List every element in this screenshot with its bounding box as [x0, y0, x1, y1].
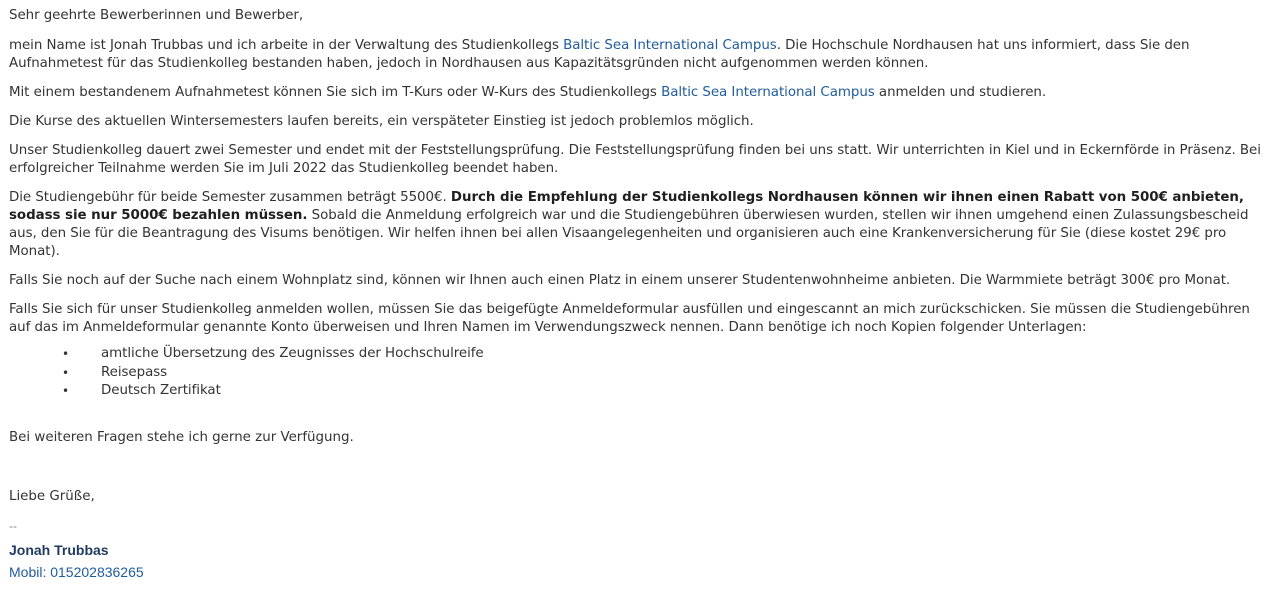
- phone-link[interactable]: Mobil: 015202836265: [9, 564, 144, 580]
- courses-text-start: Mit einem bestandenem Aufnahmetest können Sie sich im T-Kurs oder W-Kurs des Studienkollegs: [9, 85, 662, 100]
- intro-text-start: mein Name ist Jonah Trubbas und ich arbeite in der Verwaltung des Studienkollegs: [9, 38, 564, 53]
- signature-name: Jonah Trubbas: [9, 542, 109, 558]
- regards-line: Liebe Grüße,: [9, 489, 95, 504]
- email-body: [9, 7, 1271, 401]
- list-item: [9, 364, 1271, 383]
- paragraph-housing: Falls Sie noch auf der Suche nach einem Wohnplatz sind, können wir Ihnen auch einen Platz in einem unserer Studentenwohnheime anbieten. Die Warmmiete beträgt 300€ pro Monat.: [9, 273, 1231, 288]
- document-label: Reisepass: [101, 364, 168, 380]
- document-label: Deutsch Zertifikat: [101, 383, 221, 398]
- paragraph-introduction: [9, 37, 1271, 73]
- bullet-icon: •: [62, 384, 70, 398]
- fees-text-start: Die Studiengebühr für beide Semester zusammen beträgt 5500€.: [9, 190, 451, 205]
- document-label: amtliche Übersetzung des Zeugnisses der Hochschulreife: [101, 346, 484, 361]
- discount-notice: Durch die Empfehlung der Studienkollegs Nordhausen können wir ihnen einen Rabatt von 500€ anbieten, sodass sie nur 5000€ bezahlen müssen.: [9, 190, 1244, 223]
- paragraph-duration: Unser Studienkolleg dauert zwei Semester und endet mit der Feststellungsprüfung. Die Feststellungsprüfung finden bei uns statt. Wir unterrichten in Kiel und in Eckernförde in Präsenz. Bei erfolgreicher Teilnahme werden Sie im Juli 2022 das Studienkolleg beendet haben.: [9, 143, 1261, 176]
- paragraph-semester: Die Kurse des aktuellen Wintersemesters laufen bereits, ein verspäteter Einstieg ist jedoch problemlos möglich.: [9, 114, 754, 129]
- paragraph-registration: Falls Sie sich für unser Studienkolleg anmelden wollen, müssen Sie das beigefügte Anmeldeformular ausfüllen und eingescannt an mich zurückschicken. Sie müssen die Studiengebühren auf das im Anmeldeformular genannte Konto überweisen und Ihren Namen im Verwendungszweck nennen. Dann benötige ich noch Kopien folgender Unterlagen:: [9, 302, 1250, 335]
- documents-list: [9, 345, 1271, 401]
- fees-text-end: Sobald die Anmeldung erfolgreich war und die Studiengebühren überwiesen wurden, stellen wir ihnen umgehend einen Zulassungsbescheid aus, den Sie für die Beantragung des Visums benötigen. Wir helfen ihnen bei allen Visaangelegenheiten und organisieren auch eine Krankenversicherung für Sie (diese kostet 29€ pro Monat).: [9, 208, 1249, 259]
- bullet-icon: •: [62, 347, 70, 361]
- bullet-icon: •: [62, 365, 70, 380]
- courses-text-end: anmelden und studieren.: [874, 85, 1047, 100]
- campus-link[interactable]: Baltic Sea International Campus: [563, 38, 777, 53]
- paragraph-fees: [9, 189, 1271, 261]
- campus-link-2[interactable]: Baltic Sea International Campus: [661, 85, 875, 100]
- intro-text-end: . Die Hochschule Nordhausen hat uns informiert, dass Sie den Aufnahmetest für das Studienkolleg bestanden haben, jedoch in Nordhausen aus Kapazitätsgründen nicht aufgenommen werden können.: [9, 38, 1190, 71]
- list-item: [9, 382, 1271, 401]
- list-item: [9, 345, 1271, 364]
- closing-line: Bei weiteren Fragen stehe ich gerne zur Verfügung.: [9, 430, 354, 445]
- paragraph-courses: [9, 84, 1271, 102]
- signature-phone: [9, 564, 144, 580]
- salutation: Sehr geehrte Bewerberinnen und Bewerber,: [9, 8, 304, 23]
- signature-separator: --: [9, 519, 17, 533]
